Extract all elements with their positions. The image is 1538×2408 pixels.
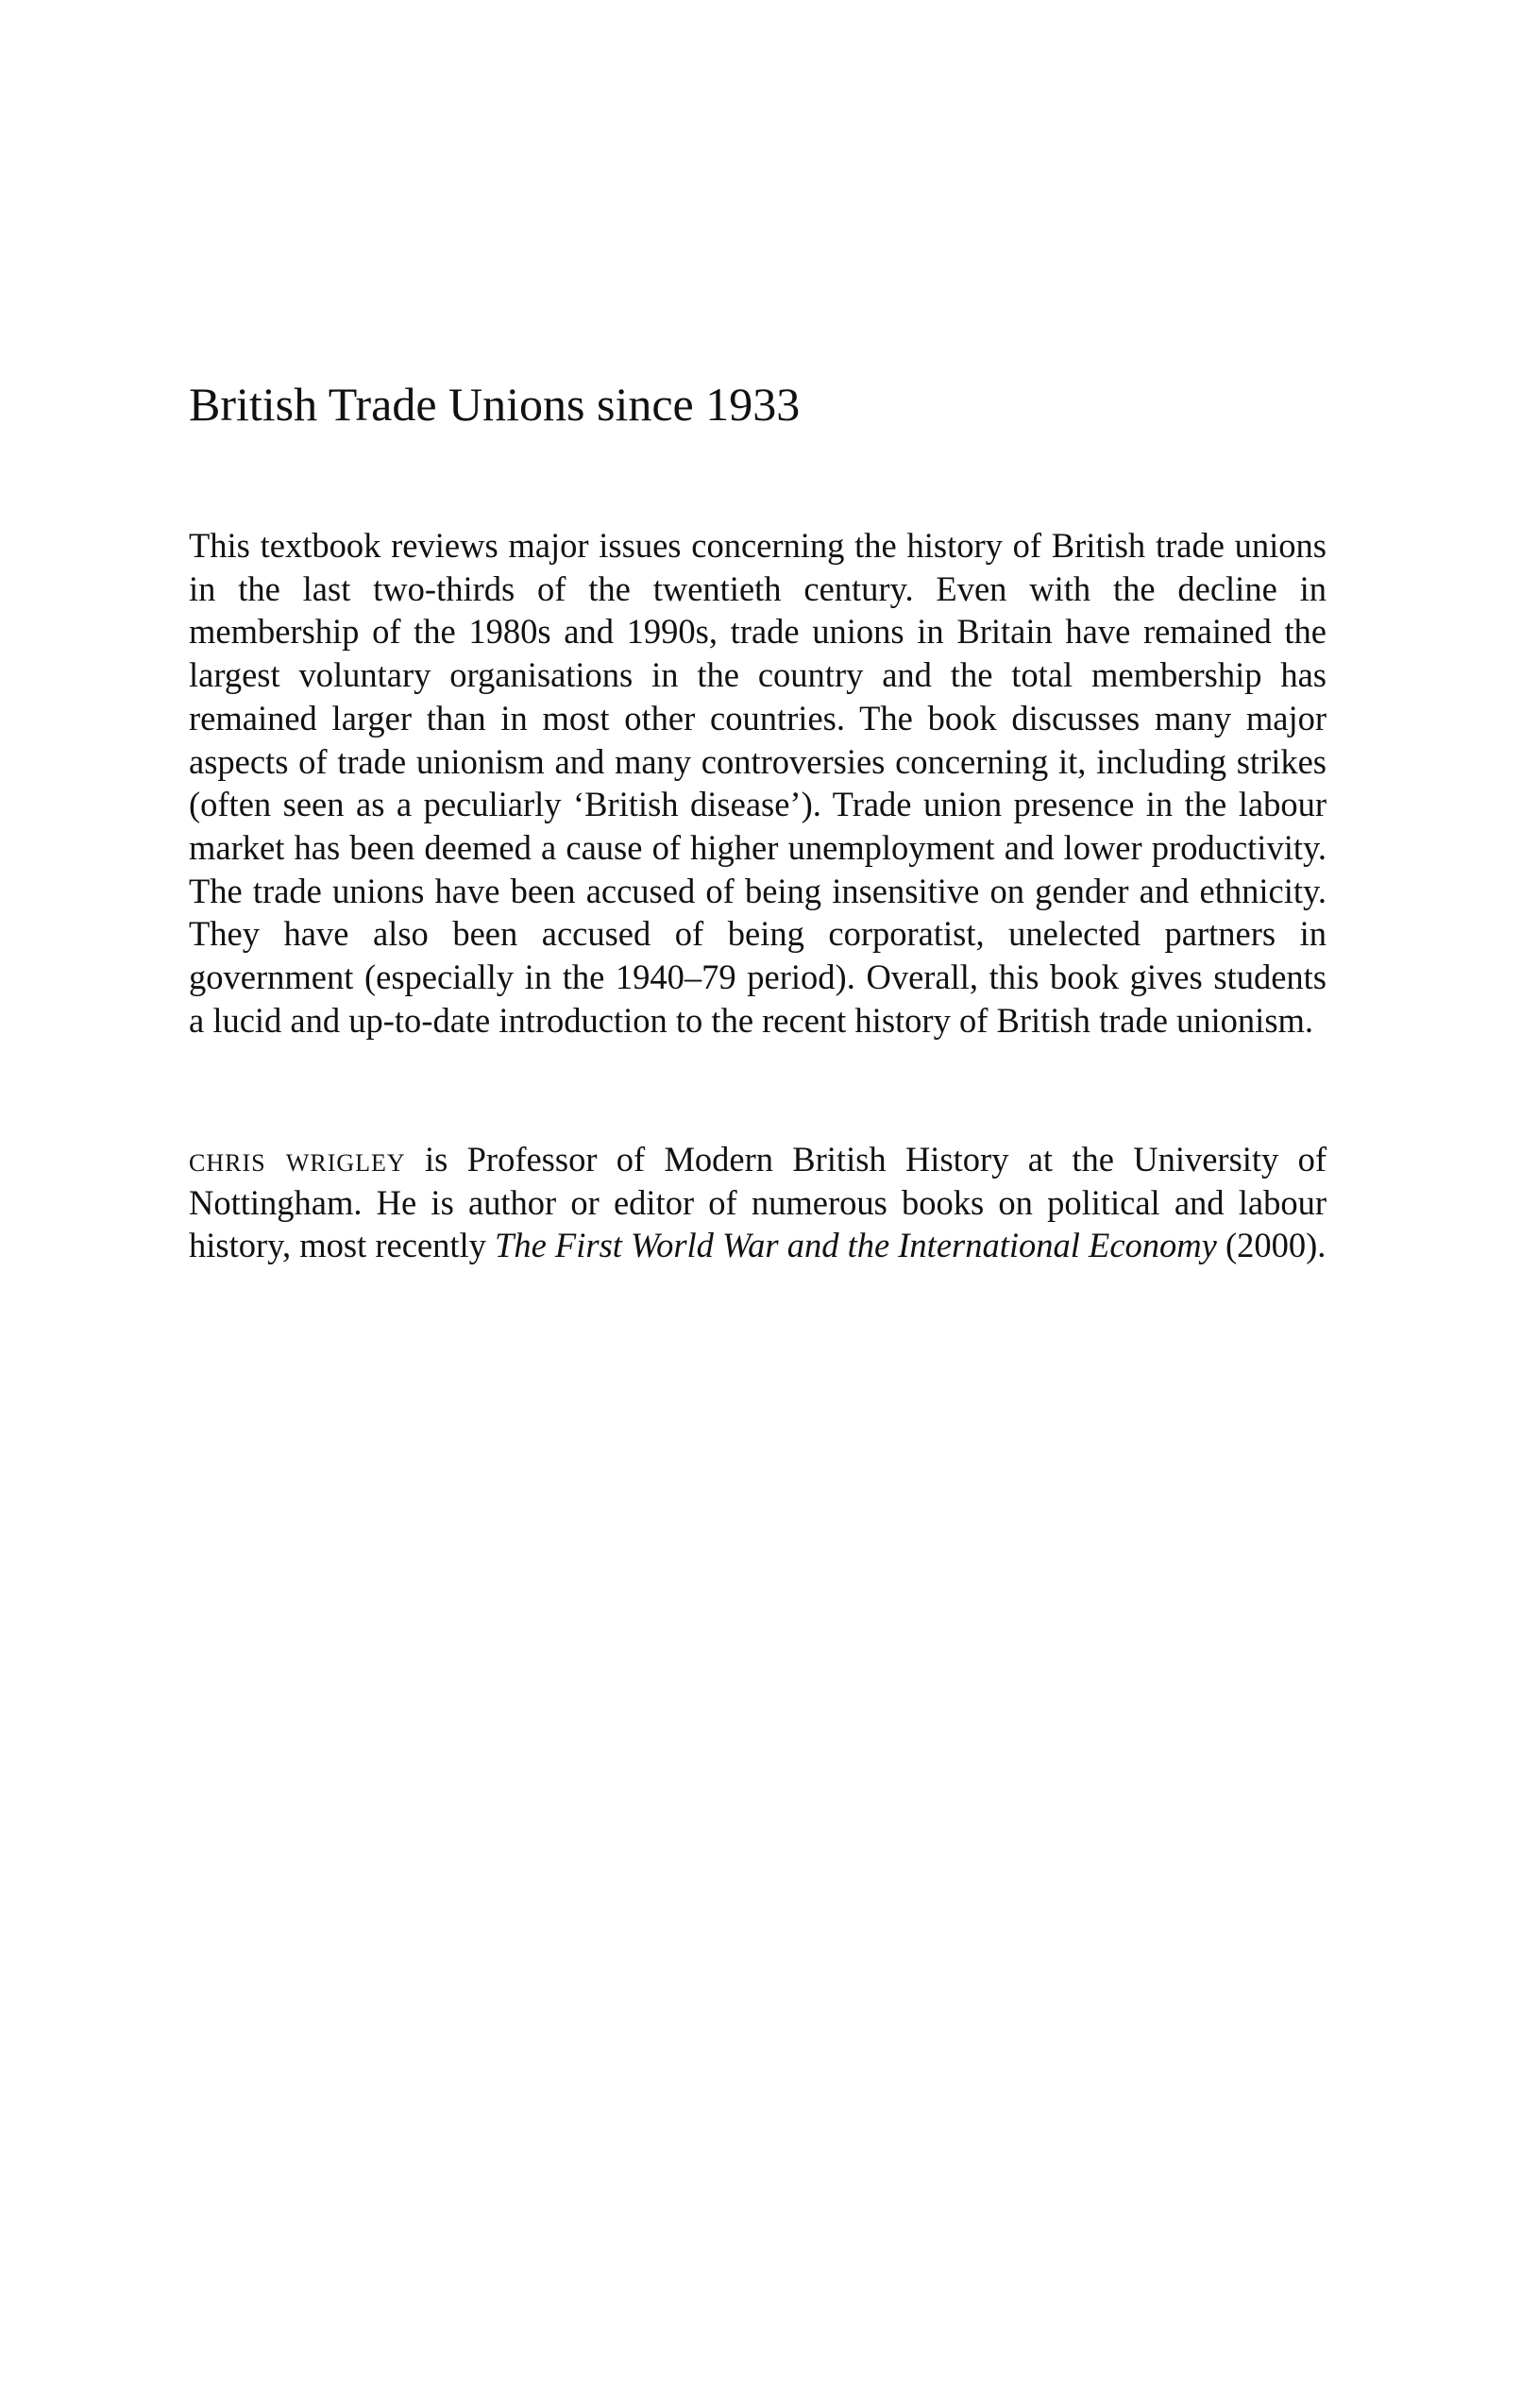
recent-book-year: (2000). [1216, 1226, 1327, 1265]
book-description: This textbook reviews major issues concerning the history of British trade unions in the last two-thirds of the twentieth century. Even with the decline in membership of the 1980s and 1990s, trade unions in Britain have remained the largest voluntary organisations in the country and the total membership has remained larger than in most other countries. The book discusses many major aspects of trade unionism and many controversies concerning it, including strikes (often seen as a peculiarly ‘British disease’). Trade union presence in the labour market has been deemed a cause of higher unemployment and lower productivity. The trade unions have been accused of being insensitive on gender and ethnicity. They have also been accused of being corporatist, unelected partners in government (especially in the 1940–79 period). Overall, this book gives students a lucid and up-to-date introduction to the recent history of British trade unionism. [189, 526, 1327, 1040]
author-name: chris wrigley [189, 1140, 406, 1179]
author-bio [189, 1138, 1327, 1267]
recent-book-title: The First World War and the International Economy [495, 1226, 1217, 1265]
book-title: British Trade Unions since 1933 [189, 378, 801, 431]
author-bio-text: is Professor of Modern British History at the University of Nottingham. He is author or editor of numerous books on political and labour history, most recently [189, 1140, 1327, 1265]
